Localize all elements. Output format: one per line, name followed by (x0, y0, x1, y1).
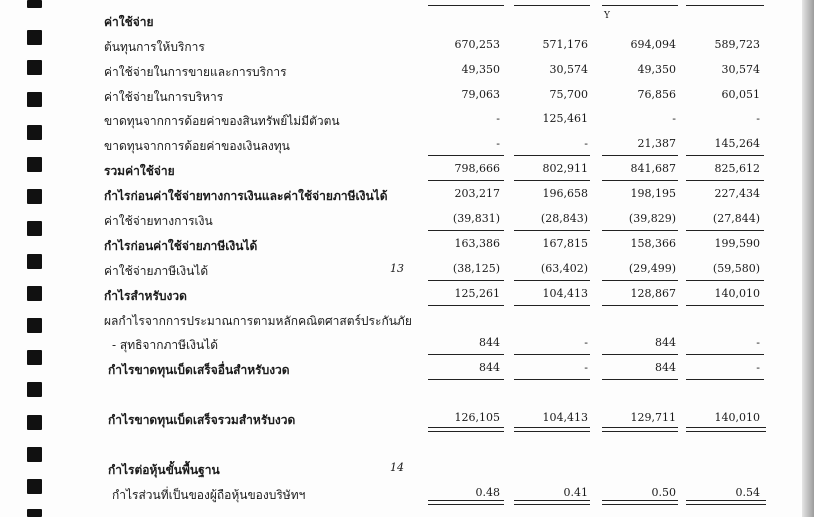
table-row (0, 210, 800, 230)
table-row (0, 86, 800, 106)
row-label: ผลกำไรจากการประมาณการตามหลักคณิตศาสตร์ประกันภัย (104, 314, 412, 328)
table-row (0, 260, 800, 280)
double-rule (686, 500, 766, 505)
table-row (0, 135, 800, 155)
subtotal-rule (514, 280, 590, 281)
subtotal-rule (602, 379, 678, 380)
subtotal-rule (514, 379, 590, 380)
value-col-1: - (496, 112, 500, 125)
subtotal-rule (428, 230, 504, 231)
value-col-1: (38,125) (452, 262, 500, 275)
value-col-1: 844 (479, 336, 500, 349)
value-col-4: - (756, 361, 760, 374)
value-col-2: 75,700 (549, 88, 588, 101)
value-col-3: 129,711 (630, 411, 676, 424)
row-label: ค่าใช้จ่ายภาษีเงินได้ (104, 264, 209, 278)
row-label: ค่าใช้จ่ายในการบริหาร (104, 90, 224, 104)
value-col-1: 49,350 (461, 63, 500, 76)
value-col-1: 79,063 (461, 88, 500, 101)
value-col-3: 0.50 (651, 486, 676, 499)
subtotal-rule (686, 354, 764, 355)
table-row (0, 310, 800, 330)
total-rule (686, 180, 764, 181)
subtotal-rule (686, 230, 764, 231)
value-col-4: 140,010 (714, 287, 760, 300)
double-rule (514, 427, 590, 432)
value-col-4: 589,723 (714, 38, 760, 51)
subtotal-rule (686, 379, 764, 380)
row-label: ต้นทุนการให้บริการ (104, 40, 205, 54)
table-row (0, 334, 800, 354)
total-rule (602, 180, 678, 181)
row-label: กำไรก่อนค่าใช้จ่ายภาษีเงินได้ (104, 239, 258, 253)
double-rule (514, 500, 590, 505)
value-col-2: (28,843) (540, 212, 588, 225)
value-col-2: 30,574 (549, 63, 588, 76)
row-label: กำไรขาดทุนเบ็ดเสร็จรวมสำหรับงวด (108, 413, 296, 427)
row-label: ขาดทุนจากการด้อยค่าของสินทรัพย์ไม่มีตัวตน (104, 114, 340, 128)
value-col-1: 0.48 (475, 486, 500, 499)
subtotal-rule (602, 305, 678, 306)
row-label: ค่าใช้จ่ายทางการเงิน (104, 214, 213, 228)
row-label: ค่าใช้จ่ายในการขายและการบริการ (104, 65, 287, 79)
page-edge-shadow (802, 0, 814, 517)
value-col-4: 145,264 (714, 137, 760, 150)
value-col-4: 825,612 (714, 162, 760, 175)
value-col-2: - (584, 336, 588, 349)
table-row (0, 484, 800, 504)
subtotal-rule (514, 230, 590, 231)
subtotal-rule (602, 354, 678, 355)
value-col-2: (63,402) (540, 262, 588, 275)
subtotal-rule (514, 354, 590, 355)
value-col-3: 49,350 (637, 63, 676, 76)
rule (428, 5, 504, 6)
row-label: กำไรสำหรับงวด (104, 289, 187, 303)
value-col-4: - (756, 112, 760, 125)
value-col-2: 0.41 (563, 486, 588, 499)
value-col-2: 167,815 (542, 237, 588, 250)
subtotal-rule (686, 305, 764, 306)
row-label: กำไรก่อนค่าใช้จ่ายทางการเงินและค่าใช้จ่ายภาษีเงินได้ (104, 189, 388, 203)
binder-hole (27, 0, 42, 8)
value-col-1: 125,261 (454, 287, 500, 300)
binder-hole (27, 509, 42, 517)
subtotal-rule (686, 280, 764, 281)
value-col-4: (27,844) (712, 212, 760, 225)
value-col-3: 158,366 (630, 237, 676, 250)
value-col-3: 21,387 (637, 137, 676, 150)
table-row (0, 459, 800, 479)
value-col-2: - (584, 137, 588, 150)
value-col-2: - (584, 361, 588, 374)
value-col-1: 203,217 (454, 187, 500, 200)
row-label: รวมค่าใช้จ่าย (104, 164, 175, 178)
value-col-3: 844 (655, 361, 676, 374)
value-col-1: (39,831) (452, 212, 500, 225)
rule (686, 5, 764, 6)
total-rule (428, 180, 504, 181)
value-col-1: 670,253 (454, 38, 500, 51)
value-col-4: 199,590 (714, 237, 760, 250)
row-label: กำไรต่อหุ้นขั้นพื้นฐาน (108, 463, 220, 477)
value-col-2: 802,911 (542, 162, 588, 175)
value-col-3: 198,195 (630, 187, 676, 200)
subtotal-rule (514, 155, 590, 156)
subtotal-rule (428, 379, 504, 380)
value-col-4: (59,580) (712, 262, 760, 275)
binder-hole (27, 382, 42, 397)
value-col-2: 104,413 (542, 287, 588, 300)
value-col-1: 798,666 (454, 162, 500, 175)
value-col-1: - (496, 137, 500, 150)
value-col-1: 126,105 (454, 411, 500, 424)
table-row (0, 359, 800, 379)
note-reference: 13 (390, 262, 404, 275)
value-col-3: (39,829) (628, 212, 676, 225)
total-rule (514, 180, 590, 181)
value-col-3: 76,856 (637, 88, 676, 101)
subtotal-rule (428, 280, 504, 281)
double-rule (602, 500, 678, 505)
table-row (0, 235, 800, 255)
expenses-heading: ค่าใช้จ่าย (104, 15, 154, 29)
subtotal-rule (602, 280, 678, 281)
double-rule (428, 427, 504, 432)
table-row (0, 185, 800, 205)
value-col-2: 125,461 (542, 112, 588, 125)
value-col-3: 841,687 (630, 162, 676, 175)
table-row (0, 110, 800, 130)
row-label: กำไรขาดทุนเบ็ดเสร็จอื่นสำหรับงวด (108, 363, 290, 377)
value-col-1: 844 (479, 361, 500, 374)
rule (514, 5, 590, 6)
subtotal-rule (602, 155, 678, 156)
double-rule (428, 500, 504, 505)
value-col-1: 163,386 (454, 237, 500, 250)
double-rule (686, 427, 766, 432)
rule (602, 5, 678, 6)
table-row-total (0, 409, 800, 429)
row-label: ขาดทุนจากการด้อยค่าของเงินลงทุน (104, 139, 290, 153)
stray-mark: Y (604, 11, 610, 21)
subtotal-rule (428, 155, 504, 156)
value-col-4: 227,434 (714, 187, 760, 200)
value-col-4: - (756, 336, 760, 349)
value-col-4: 60,051 (721, 88, 760, 101)
section-heading-row (0, 11, 800, 31)
value-col-2: 571,176 (542, 38, 588, 51)
value-col-3: (29,499) (628, 262, 676, 275)
value-col-2: 104,413 (542, 411, 588, 424)
subtotal-rule (686, 155, 764, 156)
value-col-3: - (672, 112, 676, 125)
table-row (0, 285, 800, 305)
value-col-3: 128,867 (630, 287, 676, 300)
value-col-3: 844 (655, 336, 676, 349)
value-col-4: 0.54 (735, 486, 760, 499)
row-label: กำไรส่วนที่เป็นของผู้ถือหุ้นของบริษัทฯ (112, 488, 306, 502)
subtotal-rule (602, 230, 678, 231)
subtotal-rule (428, 354, 504, 355)
value-col-4: 30,574 (721, 63, 760, 76)
value-col-3: 694,094 (630, 38, 676, 51)
table-row-total (0, 160, 800, 180)
subtotal-rule (514, 305, 590, 306)
value-col-2: 196,658 (542, 187, 588, 200)
table-row (0, 61, 800, 81)
table-row (0, 36, 800, 56)
note-reference: 14 (390, 461, 404, 474)
double-rule (602, 427, 678, 432)
row-label: - สุทธิจากภาษีเงินได้ (112, 338, 219, 352)
subtotal-rule (428, 305, 504, 306)
value-col-4: 140,010 (714, 411, 760, 424)
